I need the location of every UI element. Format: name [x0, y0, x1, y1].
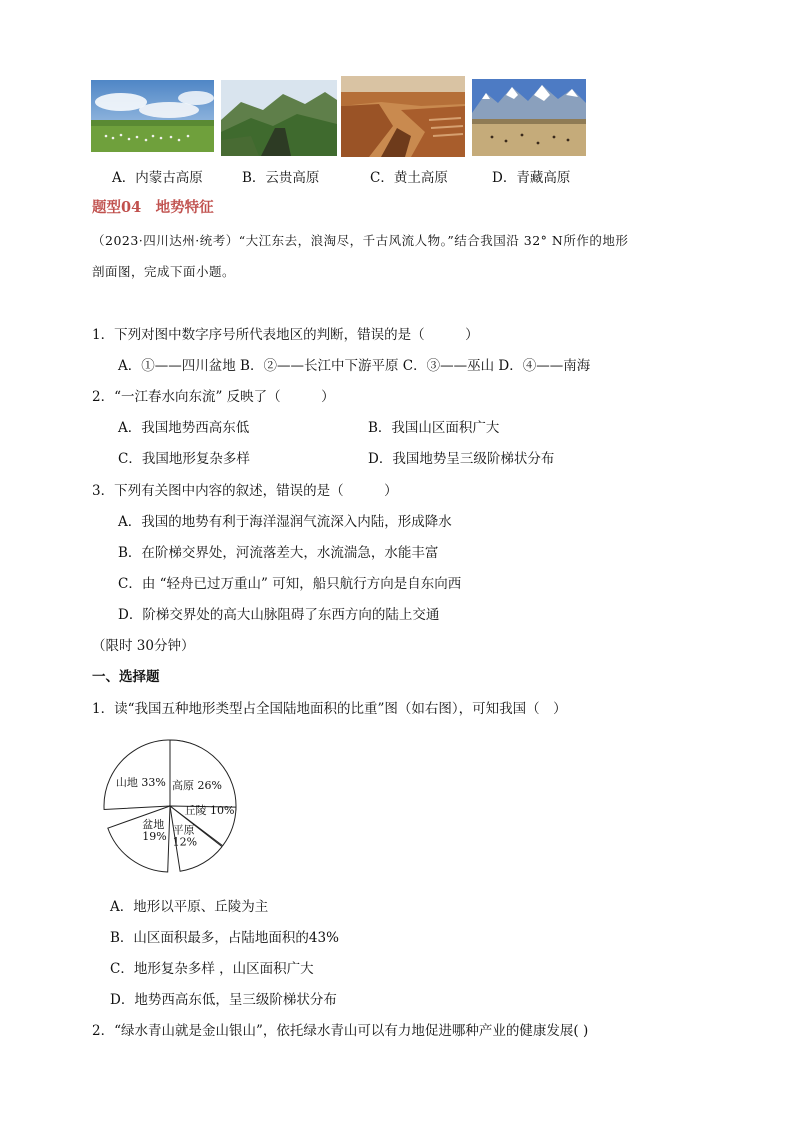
- part-title: 一、选择题: [92, 669, 160, 685]
- photo-yungui-plateau: [221, 80, 337, 156]
- source-line-2: 剖面图，完成下面小题。: [92, 264, 236, 279]
- terrain-pie-chart: [100, 736, 240, 878]
- photo-caption-c: C．黄土高原: [370, 170, 448, 186]
- photo-caption-b: B．云贵高原: [242, 170, 320, 186]
- question-3-option-d: D．阶梯交界处的高大山脉阻碍了东西方向的陆上交通: [118, 607, 440, 623]
- slice-plains-label: 平原 12%: [172, 823, 198, 849]
- question-3-option-b: B．在阶梯交界处，河流落差大，水流湍急，水能丰富: [118, 545, 439, 561]
- time-limit: （限时 30分钟）: [92, 638, 195, 654]
- question-1-stem: 1．下列对图中数字序号所代表地区的判断，错误的是（ ）: [92, 327, 479, 343]
- practice-1-stem: 1．读“我国五种地形类型占全国陆地面积的比重”图（如右图），可知我国（ ）: [92, 701, 567, 717]
- question-1-options: A．①——四川盆地 B．②——长江中下游平原 C．③——巫山 D．④——南海: [118, 358, 591, 374]
- section-title: 题型04 地势特征: [92, 199, 214, 216]
- slice-mountains-label: 山地 33%: [115, 776, 166, 790]
- slice-plateaus: [170, 740, 236, 810]
- question-3-option-c: C．由 “轻舟已过万重山” 可知，船只航行方向是自东向西: [118, 576, 462, 592]
- photo-loess-plateau: [341, 76, 465, 157]
- photo-caption-a: A．内蒙古高原: [112, 170, 203, 186]
- practice-1-option-d: D．地势西高东低，呈三级阶梯状分布: [110, 992, 337, 1008]
- question-2-option-a: A．我国地势西高东低: [118, 420, 250, 436]
- practice-1-option-b: B．山区面积最多，占陆地面积的43%: [110, 930, 339, 946]
- question-2-option-b: B．我国山区面积广大: [368, 420, 500, 436]
- practice-2-stem: 2．“绿水青山就是金山银山”，依托绿水青山可以有力地促进哪种产业的健康发展( ): [92, 1023, 589, 1039]
- slice-hills-label: 丘陵 10%: [184, 803, 235, 817]
- practice-1-option-c: C．地形复杂多样 ，山区面积广大: [110, 961, 314, 977]
- photo-caption-d: D．青藏高原: [492, 170, 571, 186]
- question-3-stem: 3．下列有关图中内容的叙述，错误的是（ ）: [92, 483, 398, 499]
- source-line-1: （2023·四川达州·统考）“大江东去，浪淘尽，千古风流人物。”结合我国沿 32° N所作的地形: [92, 233, 629, 248]
- question-3-option-a: A．我国的地势有利于海洋湿润气流深入内陆，形成降水: [118, 514, 452, 530]
- photo-inner-mongolia-plateau: [91, 80, 214, 152]
- practice-1-option-a: A．地形以平原、丘陵为主: [110, 899, 269, 915]
- question-2-option-c: C．我国地形复杂多样: [118, 451, 250, 467]
- question-2-option-d: D．我国地势呈三级阶梯状分布: [368, 451, 555, 467]
- question-2-stem: 2．“一江春水向东流” 反映了（ ）: [92, 389, 335, 405]
- photo-qinghai-tibet-plateau: [472, 79, 586, 156]
- slice-basins-label: 盆地 19%: [142, 817, 167, 843]
- slice-plateaus-label: 高原 26%: [171, 778, 222, 792]
